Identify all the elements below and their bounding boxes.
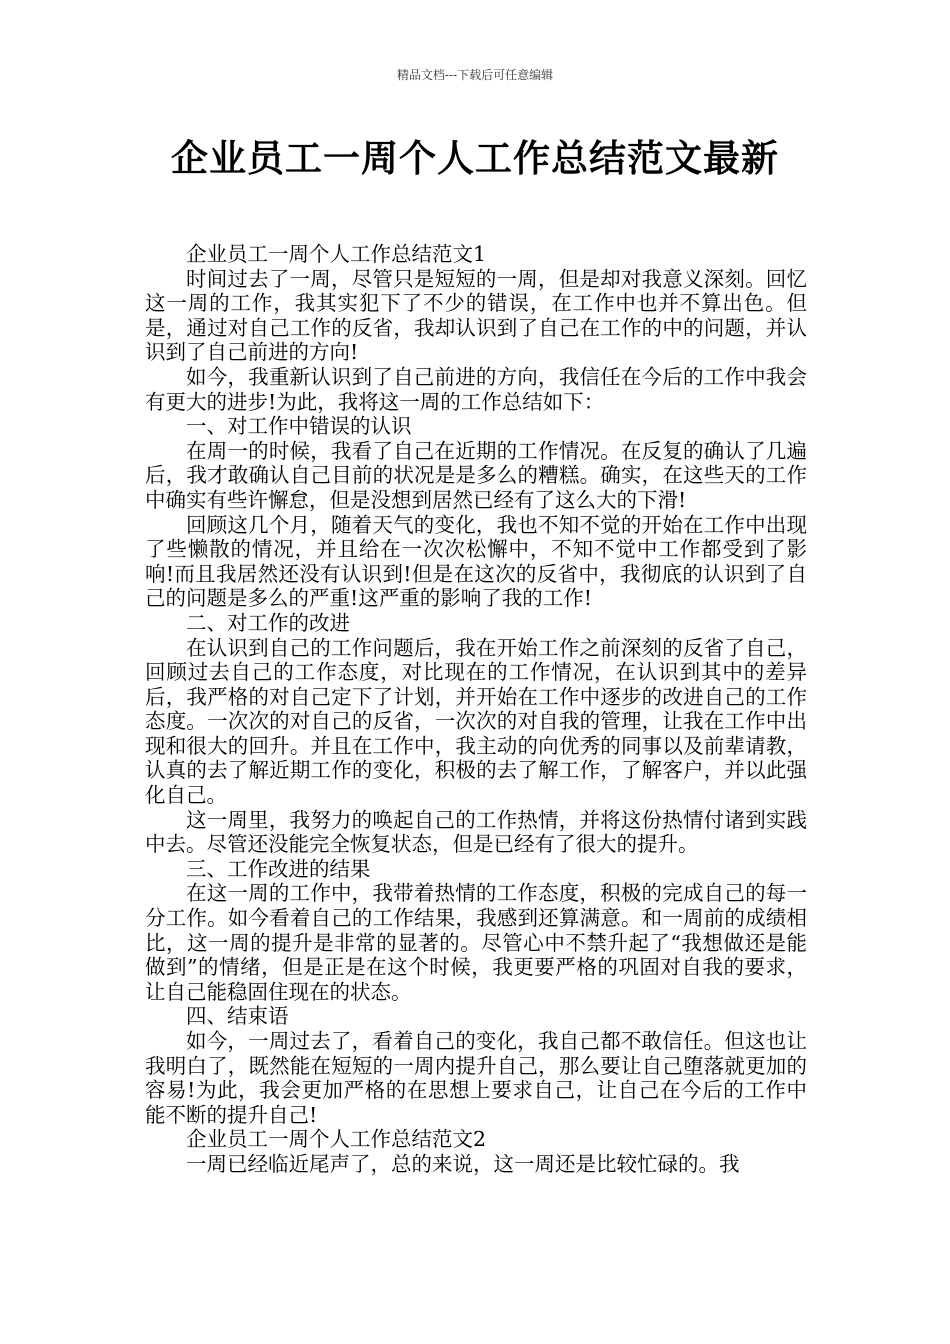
paragraph: 如今，一周过去了，看着自己的变化，我自己都不敢信任。但这也让我明白了，既然能在短短的一周内提升自己，那么要让自己堕落就更加的容易!为此，我会更加严格的在思想上要求自己，让自己在今后的工作中能不断的提升自己! xyxy=(145,1029,807,1127)
paragraph: 如今，我重新认识到了自己前进的方向，我信任在今后的工作中我会有更大的进步!为此，我将这一周的工作总结如下： xyxy=(145,364,807,414)
document-title: 企业员工一周个人工作总结范文最新 xyxy=(171,137,779,180)
paragraph: 回顾这几个月，随着天气的变化，我也不知不觉的开始在工作中出现了些懒散的情况，并且给在一次次松懈中，不知不觉中工作都受到了影响!而且我居然还没有认识到!但是在这次的反省中，我彻底的认识到了自己的问题是多么的严重!这严重的影响了我的工作! xyxy=(145,512,807,611)
section-heading: 企业员工一周个人工作总结范文2 xyxy=(186,1127,487,1152)
section-heading: 企业员工一周个人工作总结范文1 xyxy=(186,242,487,266)
paragraph: 这一周里，我努力的唤起自己的工作热情，并将这份热情付诸到实践中去。尽管还没能完全恢复状态，但是已经有了很大的提升。 xyxy=(145,807,807,857)
section-heading: 四、结束语 xyxy=(186,1004,289,1029)
paragraph: 一周已经临近尾声了，总的来说，这一周还是比较忙碌的。我 xyxy=(186,1151,740,1176)
paragraph: 在认识到自己的工作问题后，我在开始工作之前深刻的反省了自己，回顾过去自己的工作态度，对比现在的工作情况，在认识到其中的差异后，我严格的对自己定下了计划，并开始在工作中逐步的改进自己的工作态度。一次次的对自己的反省，一次次的对自我的管理，让我在工作中出现和很大的回升。并且在工作中，我主动的向优秀的同事以及前辈请教，认真的去了解近期工作的变化，积极的去了解工作，了解客户，并以此强化自己。 xyxy=(145,635,807,808)
document-body xyxy=(145,242,807,1177)
paragraph: 在这一周的工作中，我带着热情的工作态度，积极的完成自己的每一分工作。如今看着自己的工作结果，我感到还算满意。和一周前的成绩相比，这一周的提升是非常的显著的。尽管心中不禁升起了“我想做还是能做到”的情绪，但是正是在这个时候，我更要严格的巩固对自我的要求，让自己能稳固住现在的状态。 xyxy=(145,881,807,1004)
section-heading: 二、对工作的改进 xyxy=(186,610,350,635)
section-heading: 三、工作改进的结果 xyxy=(186,856,371,881)
paragraph: 在周一的时候，我看了自己在近期的工作情况。在反复的确认了几遍后，我才敢确认自己目前的状况是是多么的糟糕。确实，在这些天的工作中确实有些许懈怠，但是没想到居然已经有了这么大的下滑! xyxy=(145,438,807,512)
section-heading: 一、对工作中错误的认识 xyxy=(186,414,412,439)
paragraph: 时间过去了一周，尽管只是短短的一周，但是却对我意义深刻。回忆这一周的工作，我其实犯下了不少的错误，在工作中也并不算出色。但是，通过对自己工作的反省，我却认识到了自己在工作的中的问题，并认识到了自己前进的方向! xyxy=(145,266,807,365)
header-note: 精品文档---下载后可任意编辑 xyxy=(396,68,554,82)
